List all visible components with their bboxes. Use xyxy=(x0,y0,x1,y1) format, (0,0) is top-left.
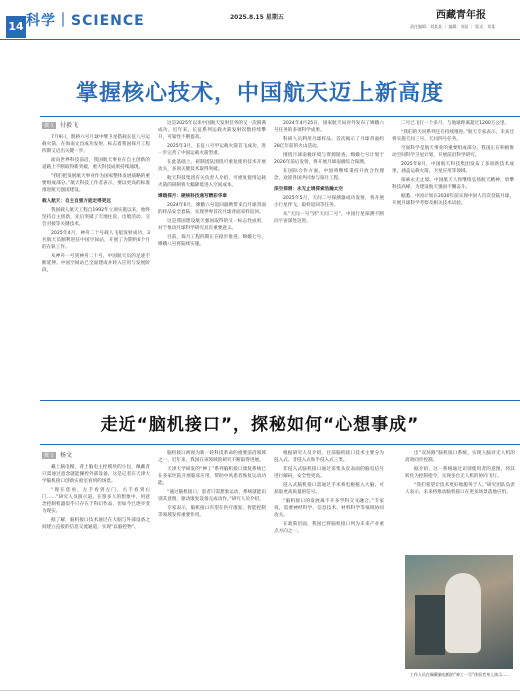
page-header xyxy=(0,0,520,40)
photo-figure-background xyxy=(415,595,445,655)
paragraph: “我们希望让技术更好地服务于人。”研究团队负责人表示，未来将推动脑机接口在更多场景落地应用。 xyxy=(405,483,515,495)
paragraph: 这是2025年以来中国航天发射任务的又一次圆满成功。近年来，长征系列运载火箭发射次数持续攀升，可靠性不断提高。 xyxy=(158,121,266,140)
paragraph: 2024年6月，嫦娥六号返回器携带来自月球背面的样品安全着陆，实现世界首次月球背面采样返回。 xyxy=(158,203,266,215)
paragraph: 在此基础上，研制团队围绕可重复使用技术开展攻关，多项关键技术取得突破。 xyxy=(158,160,266,172)
paragraph: 侵入式脑机接口需通过手术将电极植入大脑，可获取更高质量的信号。 xyxy=(274,483,384,495)
paragraph: 从“天问一号”到“天问二号”，中国行星探测不断向宇宙深处迈进。 xyxy=(274,212,384,224)
paragraph: 这是我国建设航天强国取得的又一标志性成果，对于推动月球科学研究具有重要意义。 xyxy=(158,219,266,231)
article2-headline: 走近“脑机接口”，探秘如何“心想事成” xyxy=(100,415,420,435)
byline-name: 付毅飞 xyxy=(60,122,79,129)
editor-meta: 责任编辑：刘某某 ｜ 编辑：刘某 ｜ 版式：刘某 xyxy=(410,24,496,29)
paragraph: 空间科学是航天事业的重要组成部分。我国正在积极推动空间科学卫星计划，开展前沿科学研究。 xyxy=(392,146,514,158)
paragraph: 非侵入式脑机接口通过采集头皮表面的脑电信号进行解码，安全性更高。 xyxy=(274,467,384,479)
divider xyxy=(40,444,520,445)
article2-byline xyxy=(42,450,72,459)
paragraph: 科研人员利用月球样品，首次揭示了月球背面约28亿年前的火山活动。 xyxy=(274,137,384,149)
paragraph: 探索永无止境。中国航天人将继续弘扬航天精神，勇攀科技高峰，为建设航天强国不懈奋斗。 xyxy=(392,178,514,190)
footer-rule xyxy=(0,690,520,691)
paragraph: 2025年3月，长征八号甲运载火箭首飞成功，进一步完善了中国运载火箭型谱。 xyxy=(158,144,266,156)
byline-tag: 撰文 xyxy=(44,453,55,459)
divider xyxy=(40,400,520,401)
paragraph: 天津大学研发的“神工”系列脑机接口康复系统已在多家医院开展临床应用，帮助中风患者恢复运动功能。 xyxy=(158,467,266,486)
paragraph: 目前，探月工程四期正在稳步推进，嫦娥七号、嫦娥八号将陆续实施。 xyxy=(158,235,266,247)
paragraph: 据了解，脑机接口技术通过在大脑与外部设备之间建立直接的信息交流通道，实现“以脑控物”。 xyxy=(42,518,150,530)
paragraph: 二号已飞行一个多月，与地球距离超过1200万公里。 xyxy=(401,121,510,126)
paragraph: 据悉，中国计划在2030年前实现中国人首次登陆月球，开展月球科学考察及相关技术试验。 xyxy=(392,194,514,206)
paragraph: 戴上脑电帽，背上脑电主控模块的小包，佩戴者只需通过意念就能操控外部设备。这是记者在天津大学脑机接口创新实验室看到的场景。 xyxy=(42,465,150,484)
paragraph: 我国载人航天工程自1992年立项实施以来，始终坚持自主创新，先后突破了天地往返、出舱活动、交会对接等关键技术。 xyxy=(42,208,150,227)
paragraph: 2025年5月，天问二号探测器成功发射，将开展小行星伴飞、取样返回等任务。 xyxy=(274,196,384,208)
paragraph: “脑机接口的发展离不开多学科交叉融合。”专家说，需要神经科学、信息技术、材料科学等领域协同攻关。 xyxy=(274,499,384,518)
subheading: 载人航天：自主自强方能走得更远 xyxy=(42,199,111,204)
article1-column-2 xyxy=(158,120,266,396)
article1-column-3 xyxy=(274,120,384,396)
subheading: 嫦娥探月：硬核科技通写精彩华章 xyxy=(158,194,227,199)
paragraph: 根据研究人员介绍，目前脑机接口技术主要分为侵入式、非侵入式和半侵入式三类。 xyxy=(274,451,384,463)
paragraph: 面向世界科技前沿，我国航天事业在自主创新的道路上不断取得新突破，重大科技成果持续涌现。 xyxy=(42,158,150,170)
page-number: 14 xyxy=(6,16,26,38)
article1-column-4 xyxy=(392,120,514,396)
photo-caption: 工作人员在佩戴脑电帽的“神工一号”体验者身上演示…… xyxy=(409,672,511,677)
paragraph: “通过脑机接口，患者只需想象运动，系统就能识别其意图，驱动康复设备完成动作。”研究人员介绍。 xyxy=(158,490,266,502)
subheading: 深空探测：永无止境探索浩瀚太空 xyxy=(274,187,343,192)
paragraph: 2025年8月，中国航天科技集团发布了多项新技术成果，涵盖运载火箭、卫星应用等领域。 xyxy=(392,162,514,174)
paragraph: 据介绍，这一系统通过识别使用者的意图，将其转化为控制指令，实现多台无人机的协同飞行。 xyxy=(405,467,515,479)
paragraph: 在政策层面，我国已将脑机接口列为未来产业重点方向之一。 xyxy=(274,522,384,534)
paragraph: 从神舟一号到神舟二十号，中国航天员的足迹不断延伸。中国空间站已全面建成并转入应用与发展阶段。 xyxy=(42,254,150,273)
article2-column-1 xyxy=(42,464,150,686)
paragraph: “我们把发展航天事业作为国家整体发展战略的重要组成部分。”航天科技工作者表示，要以更高的标准推进航天强国建设。 xyxy=(42,174,150,193)
paragraph: “我们的天问系列还在持续推进。”航天专家表示，未来还将实施天问三号、天问四号任务。 xyxy=(392,130,514,142)
article2-column-4 xyxy=(405,450,515,552)
article1-column-1 xyxy=(42,134,150,396)
article2-column-2 xyxy=(158,450,266,686)
paragraph: “现在您看，左手看到左门，右手看到右门……”研究人员演示道。在很多人的想象中，用意念控制机器似乎只存在于科幻作品，但如今已逐步变为现实。 xyxy=(42,488,150,514)
paragraph: 航天科技集团有关负责人介绍，可重复使用运载火箭的研制将大幅降低进入空间成本。 xyxy=(158,176,266,188)
byline-tag: 撰文 xyxy=(44,123,55,129)
issue-date: 2025.8.15 星期五 xyxy=(230,14,284,21)
byline-name: 杨文 xyxy=(60,452,73,459)
paragraph: 7月9日，鹊桥六号月球中继卫星搭载长征八号运载火箭，在海南文昌成功发射，标志着我国探月工程四期又迈出关键一步。 xyxy=(42,135,150,154)
divider xyxy=(40,116,520,117)
section-title: 科学｜SCIENCE xyxy=(26,13,145,29)
paragraph: 专家表示，脑机接口有望在医疗康复、智能控制等领域发挥重要作用。 xyxy=(158,506,266,518)
paragraph: 2025年4月，神舟二十号载人飞船发射成功，3名航天员顺利进驻中国空间站，开展了为期约6个月的在轨工作。 xyxy=(42,231,150,250)
paragraph: 出“双环路”脑机接口系统，实现人脑对无人机的高效同步控制。 xyxy=(405,451,515,463)
paragraph: 脑机接口被视为新一轮科技革命的重要前沿领域之一。近年来，我国在该领域的研究不断取得进展。 xyxy=(158,451,266,463)
article2-photo xyxy=(405,555,513,669)
masthead: 西藏青年报 xyxy=(436,10,486,21)
paragraph: 围绕月球南极环境与资源勘查，嫦娥七号计划于2026年前后发射，将开展月球南极综合探测。 xyxy=(274,153,384,165)
article2-column-3 xyxy=(274,450,384,686)
article1-byline xyxy=(42,120,78,129)
paragraph: 在国际合作方面，中国将继续秉持开放合作理念，欢迎各国共同参与探月工程。 xyxy=(274,169,384,181)
photo-figure-person xyxy=(445,573,481,653)
paragraph: 2024年4月25日，国家航天局对外发布了嫦娥六号任务的多项科学成果。 xyxy=(274,121,384,133)
article1-headline: 掌握核心技术，中国航天迈上新高度 xyxy=(75,81,444,106)
